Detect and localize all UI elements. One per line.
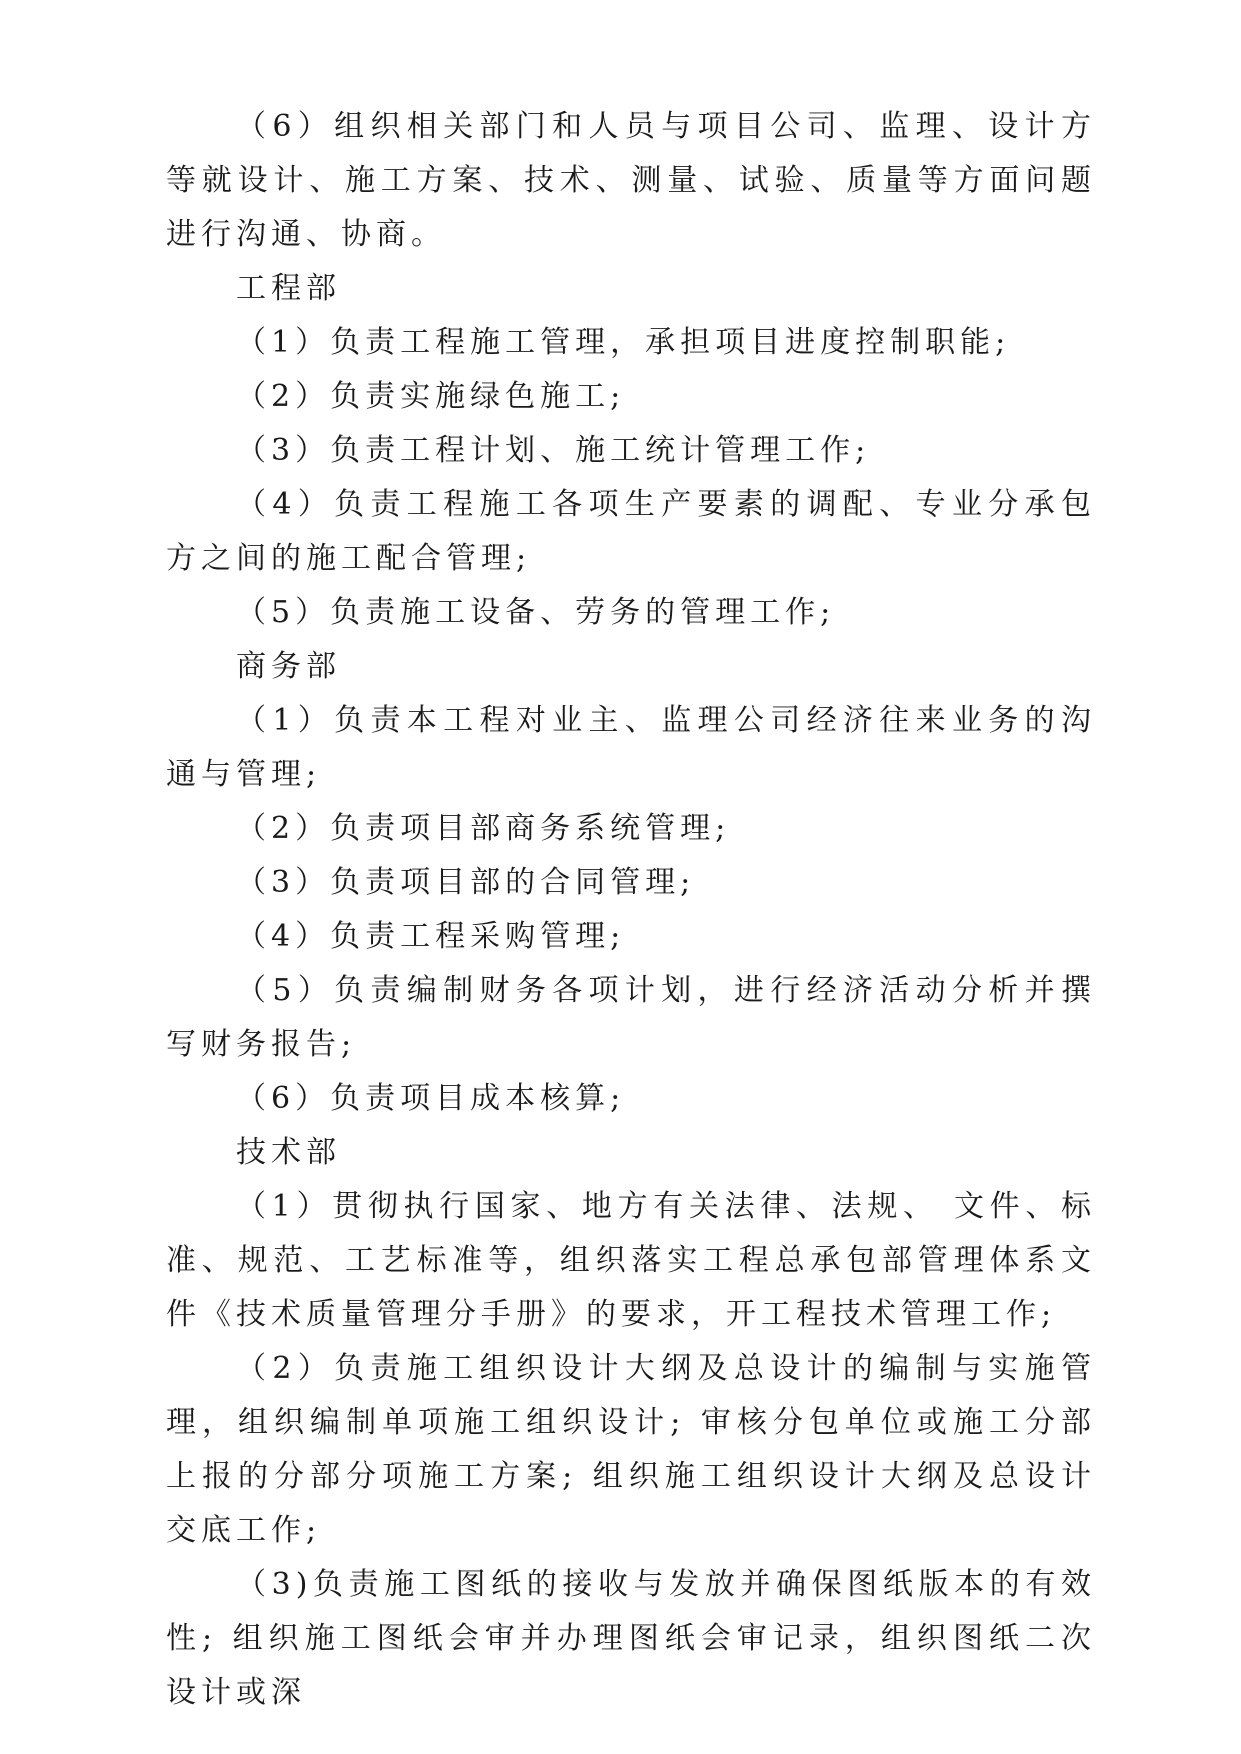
document-body: [166, 100, 1096, 1720]
section-heading-commerce: 商务部: [236, 649, 341, 684]
paragraph: （1）负责工程施工管理，承担项目进度控制职能;: [236, 325, 1011, 360]
paragraph: （4）负责工程采购管理;: [236, 919, 626, 954]
paragraph: （2）负责实施绿色施工;: [236, 379, 626, 414]
paragraph: （1）贯彻执行国家、地方有关法律、法规、 文件、标准、规范、工艺标准等，组织落实工程总承包部管理体系文件《技术质量管理分手册》的要求，开工程技术管理工作;: [166, 1189, 1096, 1332]
paragraph: （3)负责施工图纸的接收与发放并确保图纸版本的有效性; 组织施工图纸会审并办理图纸会审记录，组织图纸二次设计或深: [166, 1567, 1096, 1710]
paragraph: （3）负责项目部的合同管理;: [236, 865, 696, 900]
paragraph: （2）负责项目部商务系统管理;: [236, 811, 731, 846]
paragraph: （4）负责工程施工各项生产要素的调配、专业分承包方之间的施工配合管理;: [166, 487, 1096, 576]
paragraph: （5）负责编制财务各项计划，进行经济活动分析并撰写财务报告;: [166, 973, 1096, 1062]
paragraph: （3）负责工程计划、施工统计管理工作;: [236, 433, 871, 468]
section-heading-engineering: 工程部: [236, 271, 341, 306]
paragraph: （5）负责施工设备、劳务的管理工作;: [236, 595, 836, 630]
paragraph: （6）负责项目成本核算;: [236, 1081, 626, 1116]
paragraph: （2）负责施工组织设计大纲及总设计的编制与实施管理，组织编制单项施工组织设计; 审核分包单位或施工分部上报的分部分项施工方案; 组织施工组织设计大纲及总设计交底工作;: [166, 1351, 1096, 1548]
section-heading-technical: 技术部: [236, 1135, 341, 1170]
paragraph: （6）组织相关部门和人员与项目公司、监理、设计方等就设计、施工方案、技术、测量、试验、质量等方面问题进行沟通、协商。: [166, 109, 1096, 252]
paragraph: （1）负责本工程对业主、监理公司经济往来业务的沟通与管理;: [166, 703, 1096, 792]
